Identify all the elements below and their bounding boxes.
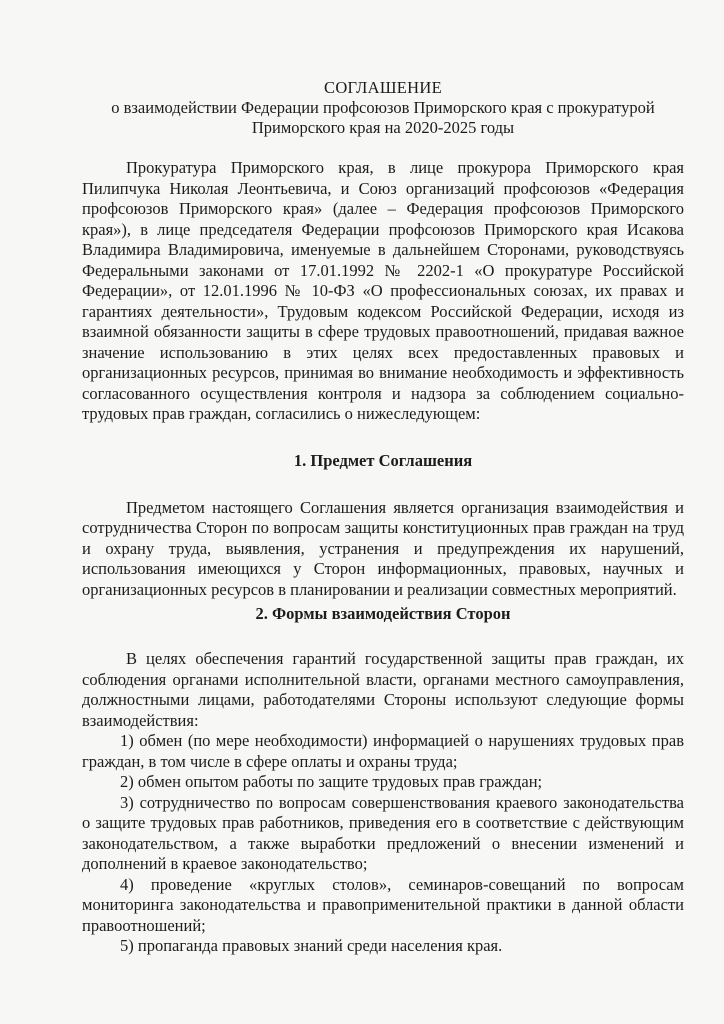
list-item: 1) обмен (по мере необходимости) информацией о нарушениях трудовых прав граждан, в том числе в сфере оплаты и охраны труда; [82, 731, 684, 771]
section2-intro-paragraph: В целях обеспечения гарантий государственной защиты прав граждан, их соблюдения органами исполнительной власти, органами местного самоуправления, должностными лицами, работодателями Стороны используют следующие формы взаимодействия: [82, 649, 684, 730]
list-item: 5) пропаганда правовых знаний среди населения края. [120, 936, 503, 955]
document-subtitle-line2: Приморского края на 2020-2025 годы [251, 118, 515, 137]
list-item: 4) проведение «круглых столов», семинаров-совещаний по вопросам мониторинга законодательства и правоприменительной практики в данной области правоотношений; [82, 874, 684, 935]
section1-heading: 1. Предмет Соглашения [293, 450, 473, 470]
document-title: СОГЛАШЕНИЕ [324, 78, 442, 97]
title-block [82, 78, 684, 138]
section1-paragraph: Предметом настоящего Соглашения является организация взаимодействия и сотрудничества Сторон по вопросам защиты конституционных прав граждан на труд и охрану труда, выявления, устранения и предупреждения их нарушений, использования имеющихся у Сторон информационных, правовых, научных и организационных ресурсов в планировании и реализации совместных мероприятий. [82, 497, 684, 599]
list-item: 2) обмен опытом работы по защите трудовых прав граждан; [120, 772, 543, 791]
document-subtitle-line1: о взаимодействии Федерации профсоюзов Приморского края с прокуратурой [111, 98, 655, 117]
preamble-paragraph: Прокуратура Приморского края, в лице прокурора Приморского края Пилипчука Николая Леонтьевича, и Союз организаций профсоюзов «Федерация профсоюзов Приморского края» (далее – Федерация профсоюзов Приморского края»), в лице председателя Федерации профсоюзов Приморского края Исакова Владимира Владимировича, именуемые в дальнейшем Сторонами, руководствуясь Федеральными законами от 17.01.1992 № 2202-1 «О прокуратуре Российской Федерации», от 12.01.1996 № 10-ФЗ «О профессиональных союзах, их правах и гарантиях деятельности», Трудовым кодексом Российской Федерации, исходя из взаимной обязанности защиты в сфере трудовых правоотношений, придавая важное значение использованию в этих целях всех предоставленных правовых и организационных ресурсов, принимая во внимание необходимость и эффективность согласованного осуществления контроля и надзора за соблюдением социально-трудовых прав граждан, согласились о нижеследующем: [82, 158, 684, 423]
section2-heading: 2. Формы взаимодействия Сторон [255, 604, 511, 623]
list-item: 3) сотрудничество по вопросам совершенствования краевого законодательства о защите трудовых прав работников, приведения его в соответствие с действующим законодательством, а также выработки предложений о внесении изменений и дополнений в краевое законодательство; [82, 792, 684, 873]
